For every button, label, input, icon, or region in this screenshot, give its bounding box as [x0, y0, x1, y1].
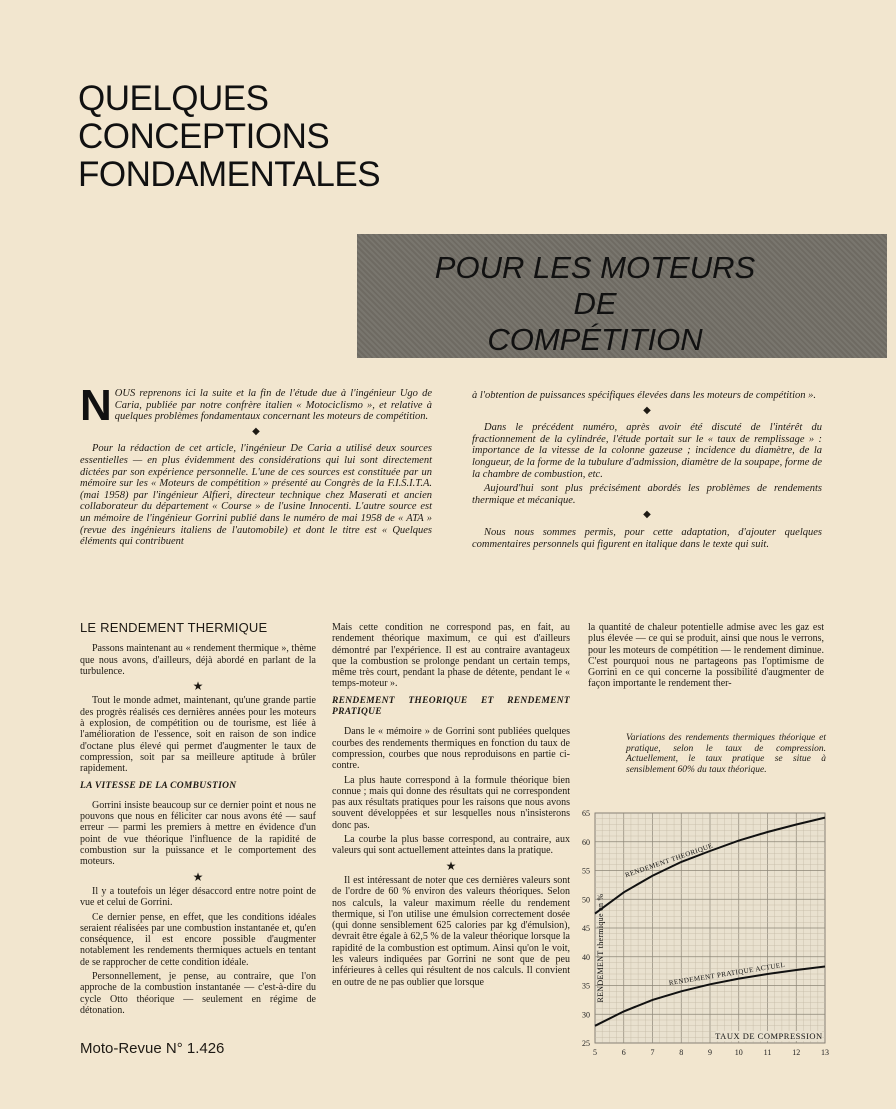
- intro-right: [472, 390, 822, 553]
- x-tick-label: 8: [679, 1048, 684, 1057]
- star-ornament: ★: [192, 679, 204, 694]
- efficiency-chart: [560, 795, 840, 1060]
- banner-line-2: DE: [573, 286, 617, 321]
- body-paragraph: Il est intéressant de noter que ces dernières valeurs sont de l'ordre de 60 % environ des valeurs théoriques. Selon nos calculs, la valeur maximum réelle du rendement thermique, si l'on utilise une émulsion correctement dosée (qui donne sensiblement 625 calories par kg d'émulsion), devrait être égale à 62,5 % de la valeur théorique lorsque la rapidité de la combustion est optimum. Ainsi qu'on le voit, les valeurs indiquées par Gorrini ne sont que de peu inférieures à celles qui résultent de nos calculs. Il convient en outre de ne pas oublier que lorsque: [332, 874, 570, 988]
- diamond-ornament: ◆: [643, 404, 651, 416]
- x-tick-label: 5: [593, 1048, 597, 1057]
- issue-footer: Moto-Revue N° 1.426: [80, 1040, 225, 1057]
- banner-text: [400, 250, 790, 358]
- title-line-2: CONCEPTIONS: [78, 117, 330, 156]
- chart-caption: Variations des rendements thermiques théorique et pratique, selon le taux de compression. Actuellement, le taux pratique se situe à sensiblement 60% du taux théorique.: [626, 733, 826, 775]
- x-tick-label: 10: [734, 1048, 743, 1057]
- banner-line-1: POUR LES MOTEURS: [434, 250, 756, 285]
- section-subheading: RENDEMENT THEORIQUE ET RENDEMENT PRATIQUE: [332, 695, 570, 718]
- body-paragraph: la quantité de chaleur potentielle admise avec les gaz est plus élevée — ce qui se produit, ainsi que nous le verrons, pour les moteurs de compétition — le rendement diminue. C'est pourquoi nous ne partageons pas l'optimisme de Gorrini en ce qui concerne la possibilité d'augmenter de façon importante le rendement ther-: [588, 622, 824, 690]
- y-tick-label: 30: [582, 1010, 590, 1020]
- intro-left: [80, 381, 432, 551]
- intro-paragraph: Dans le précédent numéro, après avoir été discuté de l'intérêt du fractionnement de la cylindrée, l'étude portait sur le « taux de remplissage » : importance de la vitesse de la colonne gazeuse ; incidence du diamètre, de la longueur, de la forme de la tubulure d'admission, diamètre de la soupape, forme de la chambre de combustion, etc.: [472, 422, 822, 480]
- title-line-1: QUELQUES: [78, 79, 269, 118]
- x-axis-label: TAUX DE COMPRESSION: [715, 1031, 823, 1041]
- y-axis-label: RENDEMENT thermique en %: [596, 893, 605, 1003]
- drop-cap: N: [80, 381, 112, 430]
- intro-paragraph: à l'obtention de puissances spécifiques élevées dans les moteurs de compétition ».: [472, 390, 817, 401]
- x-tick-label: 11: [763, 1048, 772, 1057]
- body-paragraph: Mais cette condition ne correspond pas, en fait, au rendement théorique maximum, ce qui est d'ailleurs démontré par l'expérience. Il est au contraire avantageux que la combustion se prolonge pendant un certain temps, même très court, pendant la phase de détente, pendant le « temps-moteur ».: [332, 622, 570, 690]
- star-ornament: ★: [445, 858, 457, 873]
- y-tick-label: 65: [582, 809, 590, 818]
- series-label: RENDEMENT PRATIQUE ACTUEL: [668, 960, 786, 988]
- y-tick-label: 35: [582, 981, 590, 991]
- series-label: RENDEMENT THEORIQUE: [624, 841, 714, 880]
- title-line-3: FONDAMENTALES: [78, 155, 381, 194]
- y-tick-label: 25: [582, 1039, 590, 1048]
- intro-paragraph: OUS reprenons ici la suite et la fin de l'étude due à l'ingénieur Ugo de Caria, publiée par notre confrère italien « Motociclismo », et relative à quelques problèmes fondamentaux concernant les moteurs de compétition.: [114, 388, 432, 423]
- body-paragraph: La courbe la plus basse correspond, au contraire, aux valeurs qui sont actuellement atteintes dans la pratique.: [332, 834, 570, 857]
- intro-paragraph: Pour la rédaction de cet article, l'ingénieur De Caria a utilisé deux sources essentielles — en plus évidemment des considérations qui lui sont directement dictées par son expérience personnelle. L'une de ces sources est constituée par un mémoire sur les « Moteurs de compétition » présenté au Congrès de la F.I.S.I.T.A. (mai 1958) par l'ingénieur Alfieri, directeur technique chez Maserati et ancien collaborateur du département « Course » de l'usine Innocenti. L'autre source est un mémoire de l'ingénieur Gorrini publié dans le numéro de mai 1958 de « ATA » (revue des ingénieurs italiens de l'automobile) et dont le titre est « Quelques éléments qui contribuent: [80, 443, 432, 548]
- y-tick-label: 40: [582, 952, 590, 962]
- intro-paragraph: Aujourd'hui sont plus précisément abordés les problèmes de rendements thermique et mécanique.: [472, 483, 822, 506]
- banner-line-3: COMPÉTITION: [487, 322, 703, 357]
- body-paragraph: Personnellement, je pense, au contraire, que l'on approche de la combustion instantanée — c'est-à-dire du cycle Otto théorique — seulement en régime de détonation.: [80, 971, 316, 1016]
- y-tick-label: 50: [582, 895, 590, 905]
- body-column-3: [588, 622, 824, 693]
- article-title: [78, 80, 380, 194]
- diamond-ornament: ◆: [643, 509, 651, 521]
- x-tick-label: 13: [821, 1048, 829, 1057]
- section-heading: LE RENDEMENT THERMIQUE: [80, 620, 268, 635]
- x-tick-label: 6: [621, 1048, 626, 1057]
- body-paragraph: Gorrini insiste beaucoup sur ce dernier point et nous ne pouvons que nous en féliciter car nous avons été — sauf erreur — parmi les premiers à mettre en évidence d'un point de vue théorique l'influence de la rapidité de combustion sur la puissance et le comportement des moteurs.: [80, 799, 316, 868]
- body-paragraph: Il y a toutefois un léger désaccord entre notre point de vue et celui de Gorrini.: [80, 885, 316, 909]
- body-column-1: [80, 618, 316, 1019]
- y-tick-label: 55: [582, 866, 590, 876]
- body-column-2: [332, 622, 570, 991]
- body-paragraph: Passons maintenant au « rendement thermique », thème que nous avons, d'ailleurs, déjà abordé en parlant de la turbulence.: [80, 643, 316, 677]
- intro-paragraph: Nous nous sommes permis, pour cette adaptation, d'ajouter quelques commentaires personnels qui figurent en italique dans le texte qui suit.: [472, 526, 822, 550]
- y-tick-label: 60: [582, 837, 590, 847]
- body-paragraph: Tout le monde admet, maintenant, qu'une grande partie des progrès réalisés ces dernières années pour les moteurs à explosion, de compétition ou de tourisme, est liée à l'amélioration de l'essence, soit en raison de son indice d'octane plus élevé qui permet d'augmenter le taux de compression, soit par sa meilleure aptitude à brûler rapidement.: [80, 695, 316, 775]
- body-paragraph: La plus haute correspond à la formule théorique bien connue ; mais qui donne des résultats qui ne correspondent pas aux résultats pratiques pour les raisons que nous avons souvent développées et sur lesquelles nous n'insisterons donc pas.: [332, 774, 570, 831]
- body-paragraph: Dans le « mémoire » de Gorrini sont publiées quelques courbes des rendements thermiques en fonction du taux de compression, courbes que nous reproduisons en partie ci-contre.: [332, 726, 570, 772]
- y-tick-label: 45: [582, 924, 590, 933]
- x-tick-label: 9: [708, 1048, 712, 1057]
- x-tick-label: 12: [792, 1048, 801, 1057]
- diamond-ornament: ◆: [252, 425, 260, 437]
- star-ornament: ★: [192, 869, 204, 884]
- section-subheading: LA VITESSE DE LA COMBUSTION: [80, 780, 237, 791]
- x-tick-label: 7: [650, 1048, 655, 1057]
- body-paragraph: Ce dernier pense, en effet, que les conditions idéales seraient réalisées par une combustion instantanée et, qu'en conséquence, il est encore possible d'augmenter notablement les rendements thermiques actuels en tentant de se rapprocher de cette condition idéale.: [80, 911, 316, 968]
